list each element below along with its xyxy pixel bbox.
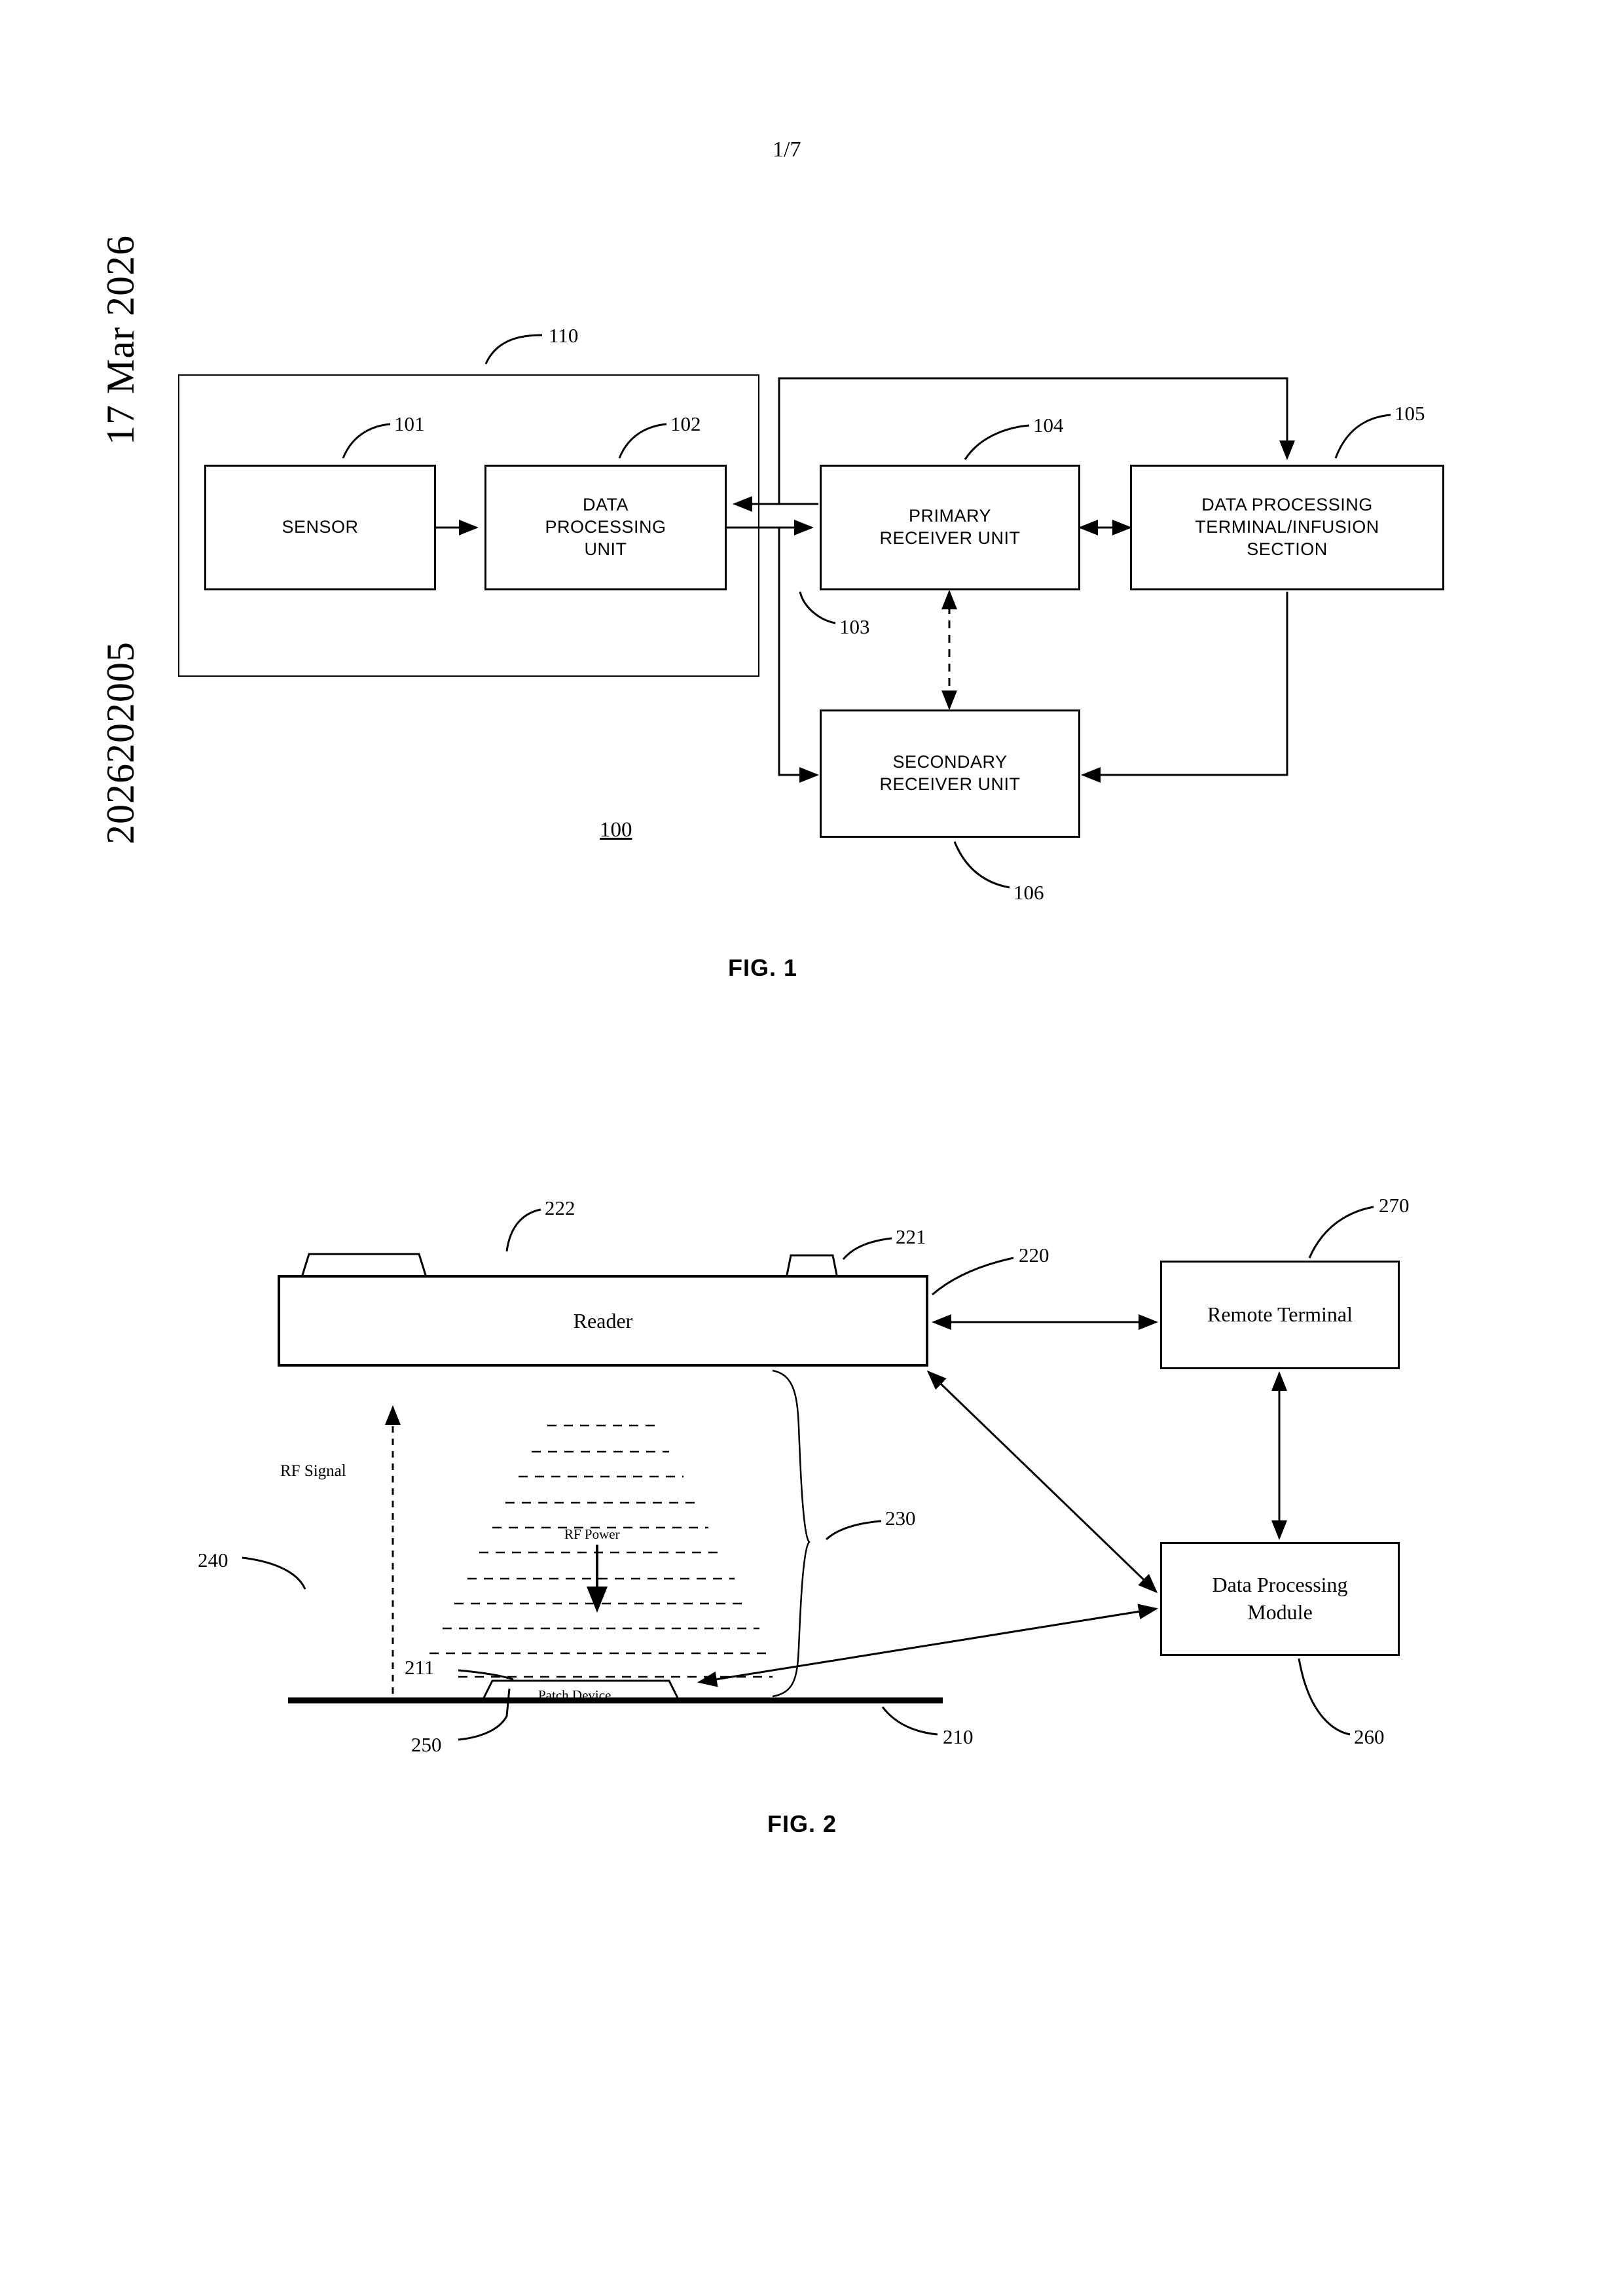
fig2-ref-270: 270 [1379,1194,1410,1217]
fig2-dpm-label-line2: Module [1247,1600,1313,1624]
fig1-box-primary-receiver-unit [820,465,1080,590]
fig2-ref-220: 220 [1019,1244,1049,1266]
fig2-data-processing-module-box [1160,1542,1400,1656]
fig1-box-data-processing-unit [484,465,727,590]
fig2-ref-260: 260 [1354,1725,1385,1748]
fig2-rf-power-label: RF Power [564,1526,620,1542]
fig2-ref-240: 240 [198,1549,228,1571]
fig2-ref-230: 230 [885,1507,916,1530]
fig1-secondary-receiver-label-line2: RECEIVER UNIT [879,774,1021,794]
fig1-terminal-label-line2: TERMINAL/INFUSION [1195,517,1379,537]
fig2-reader-box [278,1275,928,1367]
fig1-ref-105: 105 [1395,402,1425,425]
fig1-terminal-label-line3: SECTION [1247,539,1328,559]
fig1-caption: FIG. 1 [728,954,798,981]
fig2-patch-device-label: Patch Device [538,1687,611,1703]
fig2-remote-terminal-box [1160,1261,1400,1369]
fig1-box-sensor [204,465,436,590]
fig1-box-data-processing-terminal [1130,465,1444,590]
fig2-ref-250: 250 [411,1733,442,1756]
fig2-caption: FIG. 2 [767,1810,837,1837]
fig1-box-secondary-receiver-unit [820,709,1080,838]
fig1-system-number: 100 [600,818,632,842]
fig2-dpm-label-line1: Data Processing [1212,1573,1348,1597]
fig1-dpu-label-line1: DATA [582,495,629,515]
sidebar-date: 17 Mar 2026 [99,235,142,445]
fig1-ref-104: 104 [1033,414,1064,437]
fig1-dpu-label-line3: UNIT [584,539,627,559]
page-number: 1/7 [773,137,801,162]
fig2-remote-terminal-label: Remote Terminal [1207,1302,1353,1327]
fig2-ref-211: 211 [405,1656,435,1679]
fig1-primary-receiver-label-line2: RECEIVER UNIT [879,528,1021,548]
fig2-rf-signal-label: RF Signal [280,1462,346,1480]
fig1-ref-110: 110 [549,324,579,347]
fig2-ref-222: 222 [545,1196,575,1219]
fig1-ref-103: 103 [839,615,870,638]
sidebar-application-number: 2026202005 [99,641,142,844]
fig1-sensor-label: SENSOR [282,517,359,537]
fig1-primary-receiver-label-line1: PRIMARY [908,506,992,526]
fig2-ref-210: 210 [943,1725,974,1748]
fig1-dpu-label-line2: PROCESSING [545,517,666,537]
fig2-ref-221: 221 [896,1225,926,1248]
fig2-reader-label: Reader [573,1308,633,1333]
fig1-ref-106: 106 [1013,881,1044,904]
fig1-ref-102: 102 [670,412,701,435]
fig1-secondary-receiver-label-line1: SECONDARY [892,752,1008,772]
fig1-ref-101: 101 [394,412,425,435]
fig1-terminal-label-line1: DATA PROCESSING [1201,495,1373,515]
